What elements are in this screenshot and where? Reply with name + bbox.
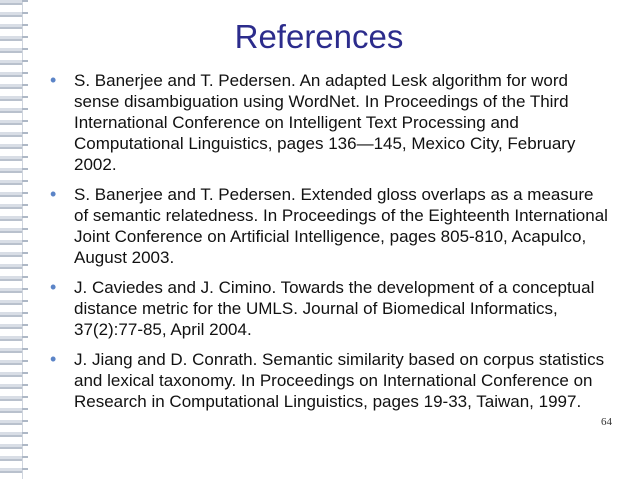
slide-title: References [234,18,404,55]
bullet-icon: • [50,277,57,297]
bullet-icon: • [50,349,57,369]
reference-item [50,277,610,340]
reference-text: S. Banerjee and T. Pedersen. Extended gloss overlaps as a measure of semantic relatedness. In Proceedings of the Eighteenth International Joint Conference on Artificial Intelligence, pages 805-810, Acapulco, August 2003. [74,185,608,267]
bullet-icon: • [50,184,57,204]
reference-item [50,70,610,175]
page-number: 64 [601,416,612,428]
reference-item [50,184,610,268]
reference-list [50,70,610,421]
reference-text: J. Caviedes and J. Cimino. Towards the development of a conceptual distance metric for the UMLS. Journal of Biomedical Informatics, 37(2):77-85, April 2004. [74,278,595,339]
reference-text: S. Banerjee and T. Pedersen. An adapted Lesk algorithm for word sense disambiguation using WordNet. In Proceedings of the Third International Conference on Intelligent Text Processing and Computational Linguistics, pages 136—145, Mexico City, February 2002. [74,71,576,174]
reference-item [50,349,610,412]
reference-text: J. Jiang and D. Conrath. Semantic similarity based on corpus statistics and lexical taxonomy. In Proceedings on International Conference on Research in Computational Linguistics, pages 19-33, Taiwan, 1997. [74,350,605,411]
bullet-icon: • [50,70,57,90]
spiral-binding [0,0,23,479]
